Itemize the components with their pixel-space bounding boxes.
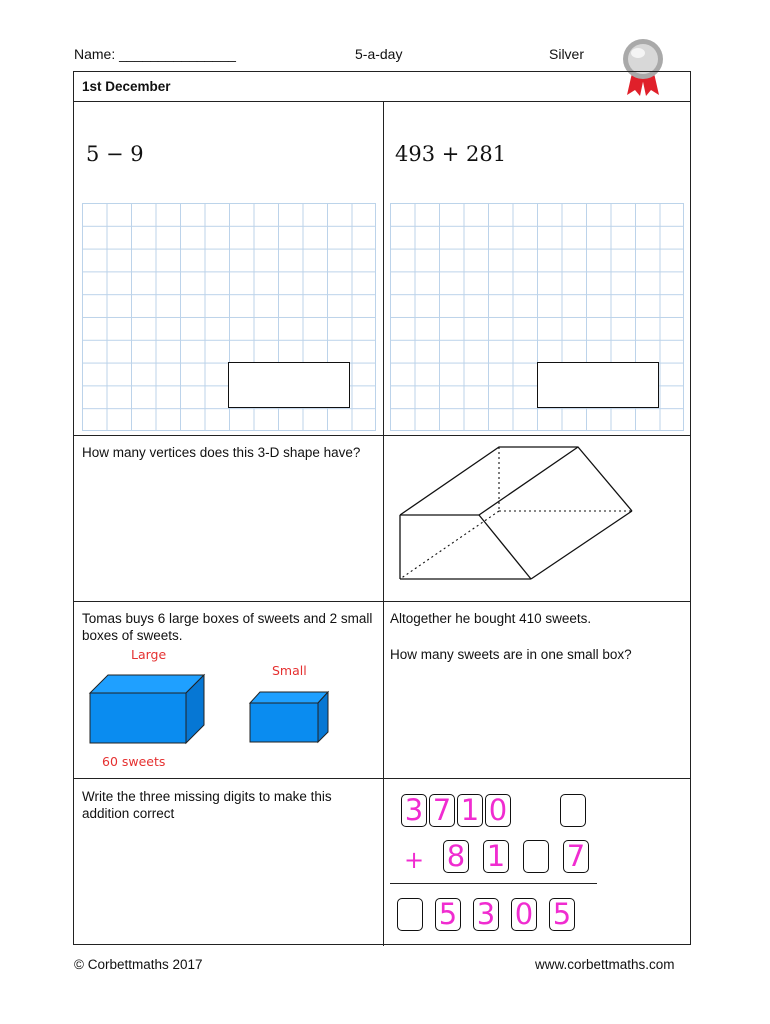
digit-box: 0 [511, 898, 537, 931]
plus-sign: + [404, 846, 425, 874]
answer-box-1[interactable] [228, 362, 350, 408]
level-label: Silver [549, 46, 585, 62]
question-2-expression: 493 + 281 [395, 142, 507, 166]
question-3-text: How many vertices does this 3-D shape have? [82, 445, 361, 460]
large-box-count: 60 sweets [102, 754, 166, 769]
page-title: 5-a-day [355, 46, 403, 62]
name-field-label: Name: _______________ [74, 46, 236, 62]
website-text: www.corbettmaths.com [535, 957, 675, 972]
digit-box: 8 [443, 840, 469, 873]
question-1-expression: 5 − 9 [86, 142, 144, 166]
digit-box: 7 [429, 794, 455, 827]
sum-line [390, 883, 597, 884]
date-heading: 1st December [82, 79, 171, 94]
digit-box: 3 [401, 794, 427, 827]
question-4-question: How many sweets are in one small box? [390, 647, 632, 662]
missing-digit-box[interactable] [523, 840, 549, 873]
question-4-total: Altogether he bought 410 sweets. [390, 611, 592, 626]
missing-digit-box[interactable] [560, 794, 586, 827]
question-4-text: Tomas buys 6 large boxes of sweets and 2 small boxes of sweets. [82, 611, 373, 643]
digit-box: 5 [549, 898, 575, 931]
small-box-icon [248, 689, 334, 745]
question-5-text: Write the three missing digits to make this addition correct [82, 789, 332, 821]
large-box-icon [88, 672, 208, 752]
small-box-label: Small [272, 663, 307, 678]
digit-box: 5 [435, 898, 461, 931]
answer-box-2[interactable] [537, 362, 659, 408]
digit-box: 7 [563, 840, 589, 873]
triangular-prism-diagram [392, 438, 682, 598]
digit-box: 1 [483, 840, 509, 873]
copyright-text: © Corbettmaths 2017 [74, 957, 203, 972]
digit-box: 1 [457, 794, 483, 827]
missing-digit-box[interactable] [397, 898, 423, 931]
digit-box: 3 [473, 898, 499, 931]
digit-box: 0 [485, 794, 511, 827]
worksheet-table [73, 71, 691, 945]
large-box-label: Large [131, 647, 167, 662]
